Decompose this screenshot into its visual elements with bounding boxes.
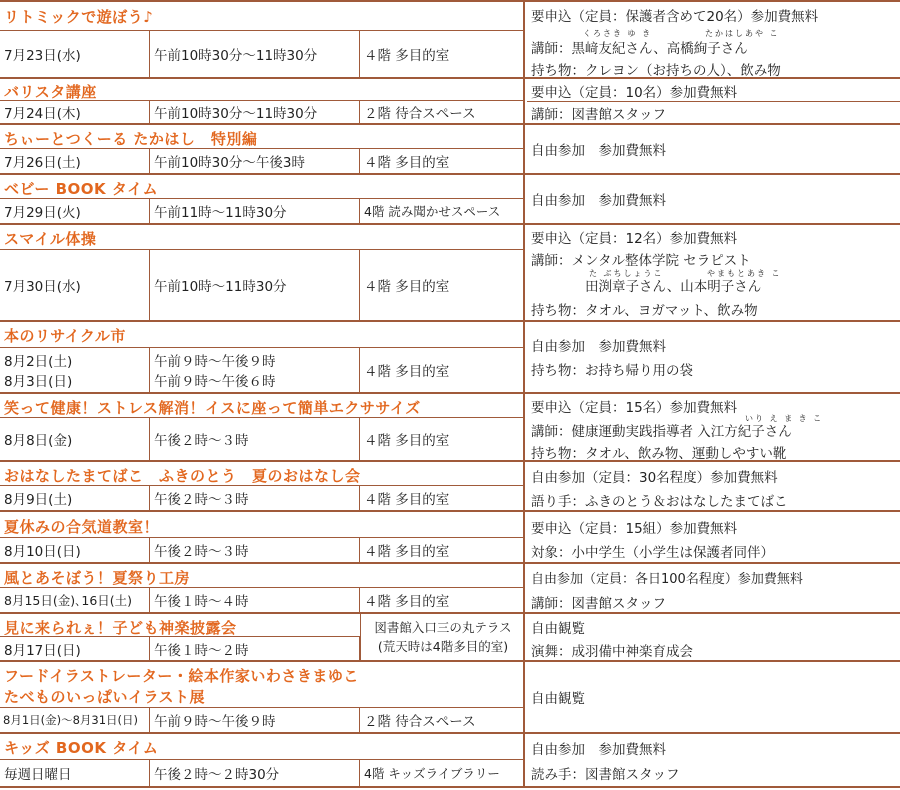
event-kagura bbox=[0, 614, 900, 662]
event-time: 午後１時〜２時 bbox=[150, 636, 360, 660]
detail-line: 対象：小中学生（小学生は保護者同伴） bbox=[531, 545, 774, 561]
event-kaze bbox=[0, 564, 900, 614]
event-place: ４階 多目的室 bbox=[364, 492, 450, 508]
event-time: 午後２時〜２時30分 bbox=[150, 760, 360, 786]
event-details bbox=[527, 662, 900, 732]
furigana: いり え ま き こ bbox=[745, 414, 824, 423]
detail-line: 持ち物：お持ち帰り用の袋 bbox=[531, 363, 693, 379]
event-info-row bbox=[0, 537, 523, 562]
event-title: バリスタ講座 bbox=[4, 83, 97, 101]
event-kids-book-time bbox=[0, 734, 900, 788]
event-info-row bbox=[0, 707, 523, 732]
event-info-row bbox=[0, 198, 523, 223]
event-date-line: 8月3日(日) bbox=[4, 374, 73, 390]
event-left bbox=[0, 225, 525, 320]
event-date: 毎週日曜日 bbox=[0, 760, 150, 786]
event-info-row bbox=[0, 347, 523, 392]
event-time: 午前10時30分〜午後3時 bbox=[150, 149, 360, 173]
event-place: ４階 多目的室 bbox=[364, 279, 450, 295]
event-barista bbox=[0, 79, 900, 125]
event-date: 7月23日(水) bbox=[0, 31, 150, 77]
detail-line: 要申込（定員：10名）参加費無料 bbox=[531, 85, 738, 101]
event-title: 見に来られぇ！子ども神楽披露会 bbox=[4, 619, 237, 637]
event-details bbox=[527, 394, 900, 460]
event-info-row bbox=[0, 249, 523, 320]
event-left bbox=[0, 125, 525, 173]
event-time: 午前10時30分〜11時30分 bbox=[150, 31, 360, 77]
event-time: 午後２時〜３時 bbox=[150, 418, 360, 460]
detail-line: 講師：図書館スタッフ bbox=[531, 596, 666, 612]
event-title: スマイル体操 bbox=[4, 230, 97, 248]
event-details bbox=[527, 225, 900, 320]
detail-line: 講師：黒﨑友紀さん、高橋絢子さん bbox=[531, 41, 748, 57]
event-title: おはなしたまてばこ ふきのとう 夏のおはなし会 bbox=[4, 467, 361, 485]
detail-line: 要申込（定員：15名）参加費無料 bbox=[531, 400, 738, 416]
event-title: キッズ BOOK タイム bbox=[4, 739, 159, 757]
event-title: 笑って健康！ストレス解消！イスに座って簡単エクササイズ bbox=[4, 399, 421, 417]
event-title: リトミックで遊ぼう♪ bbox=[4, 8, 154, 26]
detail-line: 語り手：ふきのとう＆おはなしたまてばこ bbox=[531, 494, 788, 510]
detail-line: 自由参加 参加費無料 bbox=[531, 742, 666, 758]
event-info-row bbox=[0, 417, 523, 460]
detail-line: 講師：健康運動実践指導者 入江方紀子さん bbox=[531, 424, 792, 440]
event-date: 8月15日(金)､16日(土) bbox=[0, 588, 150, 612]
event-details bbox=[527, 564, 900, 612]
event-info-row bbox=[0, 148, 523, 173]
event-time: 午前９時〜午後９時 bbox=[150, 708, 360, 732]
event-left bbox=[0, 79, 525, 123]
event-title: ちぃーとつくーる たかはし 特別編 bbox=[4, 130, 258, 148]
event-info-row bbox=[0, 759, 523, 786]
event-info-row bbox=[0, 100, 523, 123]
event-left bbox=[0, 2, 525, 77]
detail-line: 要申込（定員：15組）参加費無料 bbox=[531, 521, 738, 537]
detail-line: 講師：メンタル整体学院 セラピスト bbox=[531, 253, 751, 269]
event-place: ４階 多目的室 bbox=[364, 48, 450, 64]
event-date: 8月17日(日) bbox=[0, 636, 150, 660]
event-details bbox=[527, 125, 900, 173]
event-date: 7月29日(火) bbox=[0, 199, 150, 223]
event-info-row bbox=[0, 30, 523, 77]
event-place: ２階 待合スペース bbox=[364, 106, 476, 122]
event-book-recycle bbox=[0, 322, 900, 394]
event-place: ４階 多目的室 bbox=[364, 364, 450, 380]
event-date: 7月26日(土) bbox=[0, 149, 150, 173]
furigana: たかはしあや こ bbox=[705, 29, 780, 38]
event-rhythmic bbox=[0, 0, 900, 79]
event-illustration-exhibition bbox=[0, 662, 900, 734]
event-time-line: 午前９時〜午後６時 bbox=[154, 374, 276, 390]
event-time: 午後１時〜４時 bbox=[150, 588, 360, 612]
detail-line: 田渕章子さん、山本明子さん bbox=[585, 279, 762, 295]
event-date: 8月10日(日) bbox=[0, 538, 150, 562]
event-left bbox=[0, 512, 525, 562]
event-laugh-health bbox=[0, 394, 900, 462]
event-smile-exercise bbox=[0, 225, 900, 322]
detail-line: 自由参加（定員：各日100名程度）参加費無料 bbox=[531, 572, 803, 587]
detail-line: 要申込（定員：12名）参加費無料 bbox=[531, 231, 738, 247]
event-details bbox=[527, 512, 900, 562]
event-place bbox=[360, 614, 525, 660]
event-time: 午前11時〜11時30分 bbox=[150, 199, 360, 223]
event-place: ２階 待合スペース bbox=[364, 714, 476, 730]
event-left bbox=[0, 734, 525, 786]
event-chiito bbox=[0, 125, 900, 175]
detail-line: 要申込（定員：保護者含めて20名）参加費無料 bbox=[531, 9, 819, 25]
event-title: 夏休みの合気道教室！ bbox=[4, 518, 160, 536]
detail-divider bbox=[527, 101, 900, 102]
event-title: ベビー BOOK タイム bbox=[4, 180, 159, 198]
event-details bbox=[527, 462, 900, 510]
detail-line: 持ち物：タオル、ヨガマット、飲み物 bbox=[531, 303, 758, 319]
event-date: 7月30日(水) bbox=[0, 250, 150, 320]
event-left bbox=[0, 175, 525, 223]
event-time: 午前10時〜11時30分 bbox=[150, 250, 360, 320]
detail-line: 自由参加 参加費無料 bbox=[531, 339, 666, 355]
event-title: フードイラストレーター・絵本作家いわさきまゆこ bbox=[4, 667, 359, 685]
detail-line: 自由参加 参加費無料 bbox=[531, 143, 666, 159]
event-details bbox=[527, 614, 900, 660]
event-ohanashi bbox=[0, 462, 900, 512]
detail-line: 講師：図書館スタッフ bbox=[531, 107, 666, 123]
event-place: ４階 多目的室 bbox=[364, 155, 450, 171]
event-left bbox=[0, 564, 525, 612]
event-details bbox=[527, 734, 900, 786]
event-place: ４階 多目的室 bbox=[364, 594, 450, 610]
event-time bbox=[150, 348, 360, 392]
event-time-line: 午前９時〜午後９時 bbox=[154, 354, 276, 370]
detail-line: 自由参加（定員：30名程度）参加費無料 bbox=[531, 470, 778, 486]
detail-line: 読み手：図書館スタッフ bbox=[531, 767, 680, 783]
detail-line: 持ち物：タオル、飲み物、運動しやすい靴 bbox=[531, 446, 787, 462]
event-left bbox=[0, 394, 525, 460]
event-place-line: (荒天時は4階多目的室) bbox=[377, 639, 509, 654]
detail-line: 自由観覧 bbox=[531, 691, 585, 707]
event-details bbox=[527, 175, 900, 223]
event-time: 午後２時〜３時 bbox=[150, 538, 360, 562]
furigana: やまもとあき こ bbox=[707, 269, 782, 278]
event-date: 7月24日(木) bbox=[0, 101, 150, 123]
event-place: ４階 多目的室 bbox=[364, 433, 450, 449]
event-place-line: 図書館入口三の丸テラス bbox=[374, 620, 512, 635]
event-details bbox=[527, 322, 900, 392]
event-date bbox=[0, 348, 150, 392]
detail-line: 持ち物：クレヨン（お持ちの人）、飲み物 bbox=[531, 63, 781, 79]
event-title: 本のリサイクル市 bbox=[4, 327, 126, 345]
event-details bbox=[527, 79, 900, 123]
event-title: 風とあそぼう！夏祭り工房 bbox=[4, 569, 191, 587]
event-left bbox=[0, 462, 525, 510]
event-baby-book-time bbox=[0, 175, 900, 225]
event-title: たべものいっぱいイラスト展 bbox=[4, 688, 206, 706]
event-date: 8月8日(金) bbox=[0, 418, 150, 460]
event-details bbox=[527, 2, 900, 77]
event-place: 4階 キッズライブラリー bbox=[364, 766, 500, 781]
event-time: 午後２時〜３時 bbox=[150, 486, 360, 510]
detail-line: 自由参加 参加費無料 bbox=[531, 193, 666, 209]
event-date-line: 8月2日(土) bbox=[4, 354, 73, 370]
event-aikido bbox=[0, 512, 900, 564]
event-time: 午前10時30分〜11時30分 bbox=[150, 101, 360, 123]
event-left bbox=[0, 662, 525, 732]
event-place: 4階 読み聞かせスペース bbox=[364, 204, 501, 219]
furigana: た ぶちしょうこ bbox=[589, 269, 664, 278]
detail-line: 自由観覧 bbox=[531, 621, 585, 637]
event-info-row bbox=[0, 485, 523, 510]
event-info-row bbox=[0, 587, 523, 612]
event-place: ４階 多目的室 bbox=[364, 544, 450, 560]
detail-line: 演舞：成羽備中神楽育成会 bbox=[531, 644, 693, 660]
event-left bbox=[0, 322, 525, 392]
event-date: 8月1日(金)〜8月31日(日) bbox=[0, 708, 150, 732]
event-date: 8月9日(土) bbox=[0, 486, 150, 510]
furigana: くろさき ゆ き bbox=[583, 29, 653, 38]
event-left bbox=[0, 614, 525, 660]
